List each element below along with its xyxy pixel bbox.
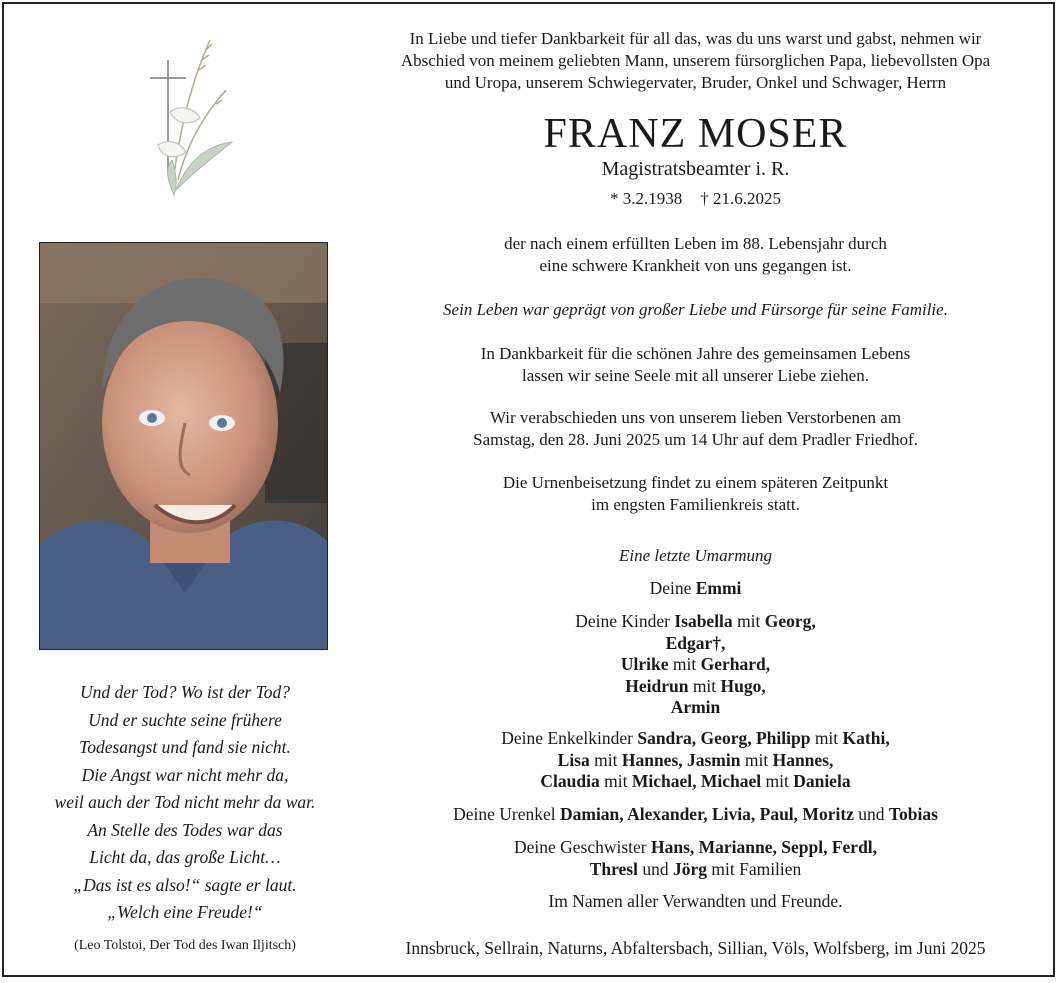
poem-line: Todesangst und fand sie nicht. (79, 737, 291, 757)
gratitude-text (330, 343, 1061, 387)
great-grandchildren-prefix: Deine Urenkel (453, 804, 556, 824)
grandchild-names: Claudia (540, 771, 600, 791)
connector: mit (672, 654, 697, 674)
grandchildren-block (330, 728, 1061, 793)
intro-line: und Uropa, unserem Schwiegervater, Bruder, Onkel und Schwager, Herrn (444, 73, 947, 92)
grandchildren-line (330, 750, 1061, 772)
siblings-prefix: Deine Geschwister (513, 837, 647, 857)
wife-prefix: Deine (649, 578, 692, 598)
connector: und (858, 804, 885, 824)
places-text (330, 937, 1061, 959)
right-column (330, 0, 1061, 983)
left-column (0, 0, 370, 983)
deceased-title: Magistratsbeamter i. R. (601, 158, 790, 180)
partner-name: Gerhard, (700, 654, 771, 674)
connector: mit (604, 771, 628, 791)
children-line (330, 611, 1061, 633)
grandchildren-line (330, 728, 1061, 750)
partner-name: Hugo, (720, 675, 766, 696)
death-date: † 21.6.2025 (700, 189, 781, 208)
intro-text (330, 28, 1061, 94)
relatives-text (330, 890, 1061, 912)
last-hug (330, 545, 1061, 567)
poem-source: (Leo Tolstoi, Der Tod des Iwan Iljitsch) (74, 938, 296, 953)
connector: mit (814, 728, 839, 748)
wife-name: Emmi (695, 578, 742, 598)
siblings-suffix: mit Familien (711, 858, 802, 879)
grandchild-names: Michael, Michael (631, 771, 762, 791)
portrait-photo (39, 242, 328, 650)
siblings-line (330, 837, 1061, 859)
sibling-names: Jörg (672, 858, 707, 879)
children-line (330, 676, 1061, 698)
connector: mit (765, 771, 789, 791)
connector: mit (692, 675, 717, 696)
great-grandchildren-line (330, 804, 1061, 826)
great-grandchild-names: Damian, Alexander, Livia, Paul, Moritz (559, 804, 854, 824)
places-line: Innsbruck, Sellrain, Naturns, Abfaltersbach, Sillian, Völs, Wolfsberg, im Juni 2025 (405, 938, 986, 958)
poem-line: Die Angst war nicht mehr da, (81, 764, 289, 785)
grandchild-names: Lisa (557, 749, 590, 770)
connector: mit (594, 749, 618, 770)
children-line (330, 697, 1061, 719)
urn-text (330, 472, 1061, 516)
poem (30, 679, 340, 927)
partner-name: Georg, (764, 611, 816, 631)
birth-date: * 3.2.1938 (610, 189, 683, 208)
gratitude-line: In Dankbarkeit für die schönen Jahre des gemeinsamen Lebens (480, 344, 911, 363)
child-name: Isabella (674, 611, 733, 631)
grandchild-names: Hannes, Jasmin (621, 749, 741, 770)
connector: mit (744, 749, 769, 770)
life-text (330, 233, 1061, 277)
grandchildren-prefix: Deine Enkelkinder (501, 728, 633, 748)
relatives-line: Im Namen aller Verwandten und Freunde. (548, 891, 843, 911)
siblings-block (330, 837, 1061, 880)
children-line (330, 633, 1061, 655)
child-name: Armin (670, 697, 721, 717)
children-line (330, 654, 1061, 676)
partner-name: Kathi, (842, 728, 890, 748)
motto-line: Sein Leben war geprägt von großer Liebe und Fürsorge für seine Familie. (443, 300, 948, 319)
great-grandchild-names: Tobias (888, 804, 938, 824)
poem-line: „Das ist es also!“ sagte er laut. (73, 874, 297, 895)
farewell-line: Wir verabschieden uns von unserem lieben Verstorbenen am (489, 408, 902, 427)
motto-text (330, 299, 1061, 321)
partner-name: Hannes, (772, 749, 834, 770)
portrait-image (40, 243, 328, 650)
intro-line: In Liebe und tiefer Dankbarkeit für all das, was du uns warst und gabst, nehmen wir (409, 29, 982, 48)
life-line: eine schwere Krankheit von uns gegangen ist. (539, 256, 852, 275)
child-name: Heidrun (625, 675, 689, 696)
child-name: Edgar†, (665, 632, 726, 653)
connector: und (642, 858, 669, 879)
farewell-line: Samstag, den 28. Juni 2025 um 14 Uhr auf dem Pradler Friedhof. (473, 430, 918, 449)
grandchildren-line (330, 771, 1061, 793)
poem-line: „Welch eine Freude!“ (107, 902, 263, 922)
poem-line: Und der Tod? Wo ist der Tod? (79, 682, 291, 702)
grandchild-names: Sandra, Georg, Philipp (637, 728, 811, 748)
children-block (330, 611, 1061, 719)
child-name: Ulrike (620, 654, 669, 674)
children-prefix: Deine Kinder (575, 611, 670, 631)
wife-line (330, 578, 1061, 600)
intro-line: Abschied von meinem geliebten Mann, unserem fürsorglichen Papa, liebevollsten Opa (400, 51, 991, 70)
partner-name: Daniela (793, 771, 851, 791)
sibling-names: Hans, Marianne, Seppl, Ferdl, (650, 837, 878, 857)
life-line: der nach einem erfüllten Leben im 88. Lebensjahr durch (504, 234, 887, 253)
poem-line: An Stelle des Todes war das (87, 819, 283, 840)
poem-line: Licht da, das große Licht… (89, 847, 281, 867)
last-hug-line: Eine letzte Umarmung (619, 546, 772, 565)
deceased-name: FRANZ MOSER (543, 111, 848, 157)
gratitude-line: lassen wir seine Seele mit all unserer Liebe ziehen. (522, 366, 869, 385)
farewell-text (330, 407, 1061, 451)
sibling-names: Thresl (589, 858, 638, 879)
siblings-line (330, 859, 1061, 881)
poem-line: weil auch der Tod nicht mehr da war. (54, 792, 316, 812)
connector: mit (737, 611, 761, 631)
poem-line: Und er suchte seine frühere (88, 709, 282, 730)
life-dates (330, 189, 1061, 209)
urn-line: im engsten Familienkreis statt. (591, 495, 800, 514)
urn-line: Die Urnenbeisetzung findet zu einem späteren Zeitpunkt (502, 473, 889, 492)
cross-lily-icon (128, 20, 240, 230)
